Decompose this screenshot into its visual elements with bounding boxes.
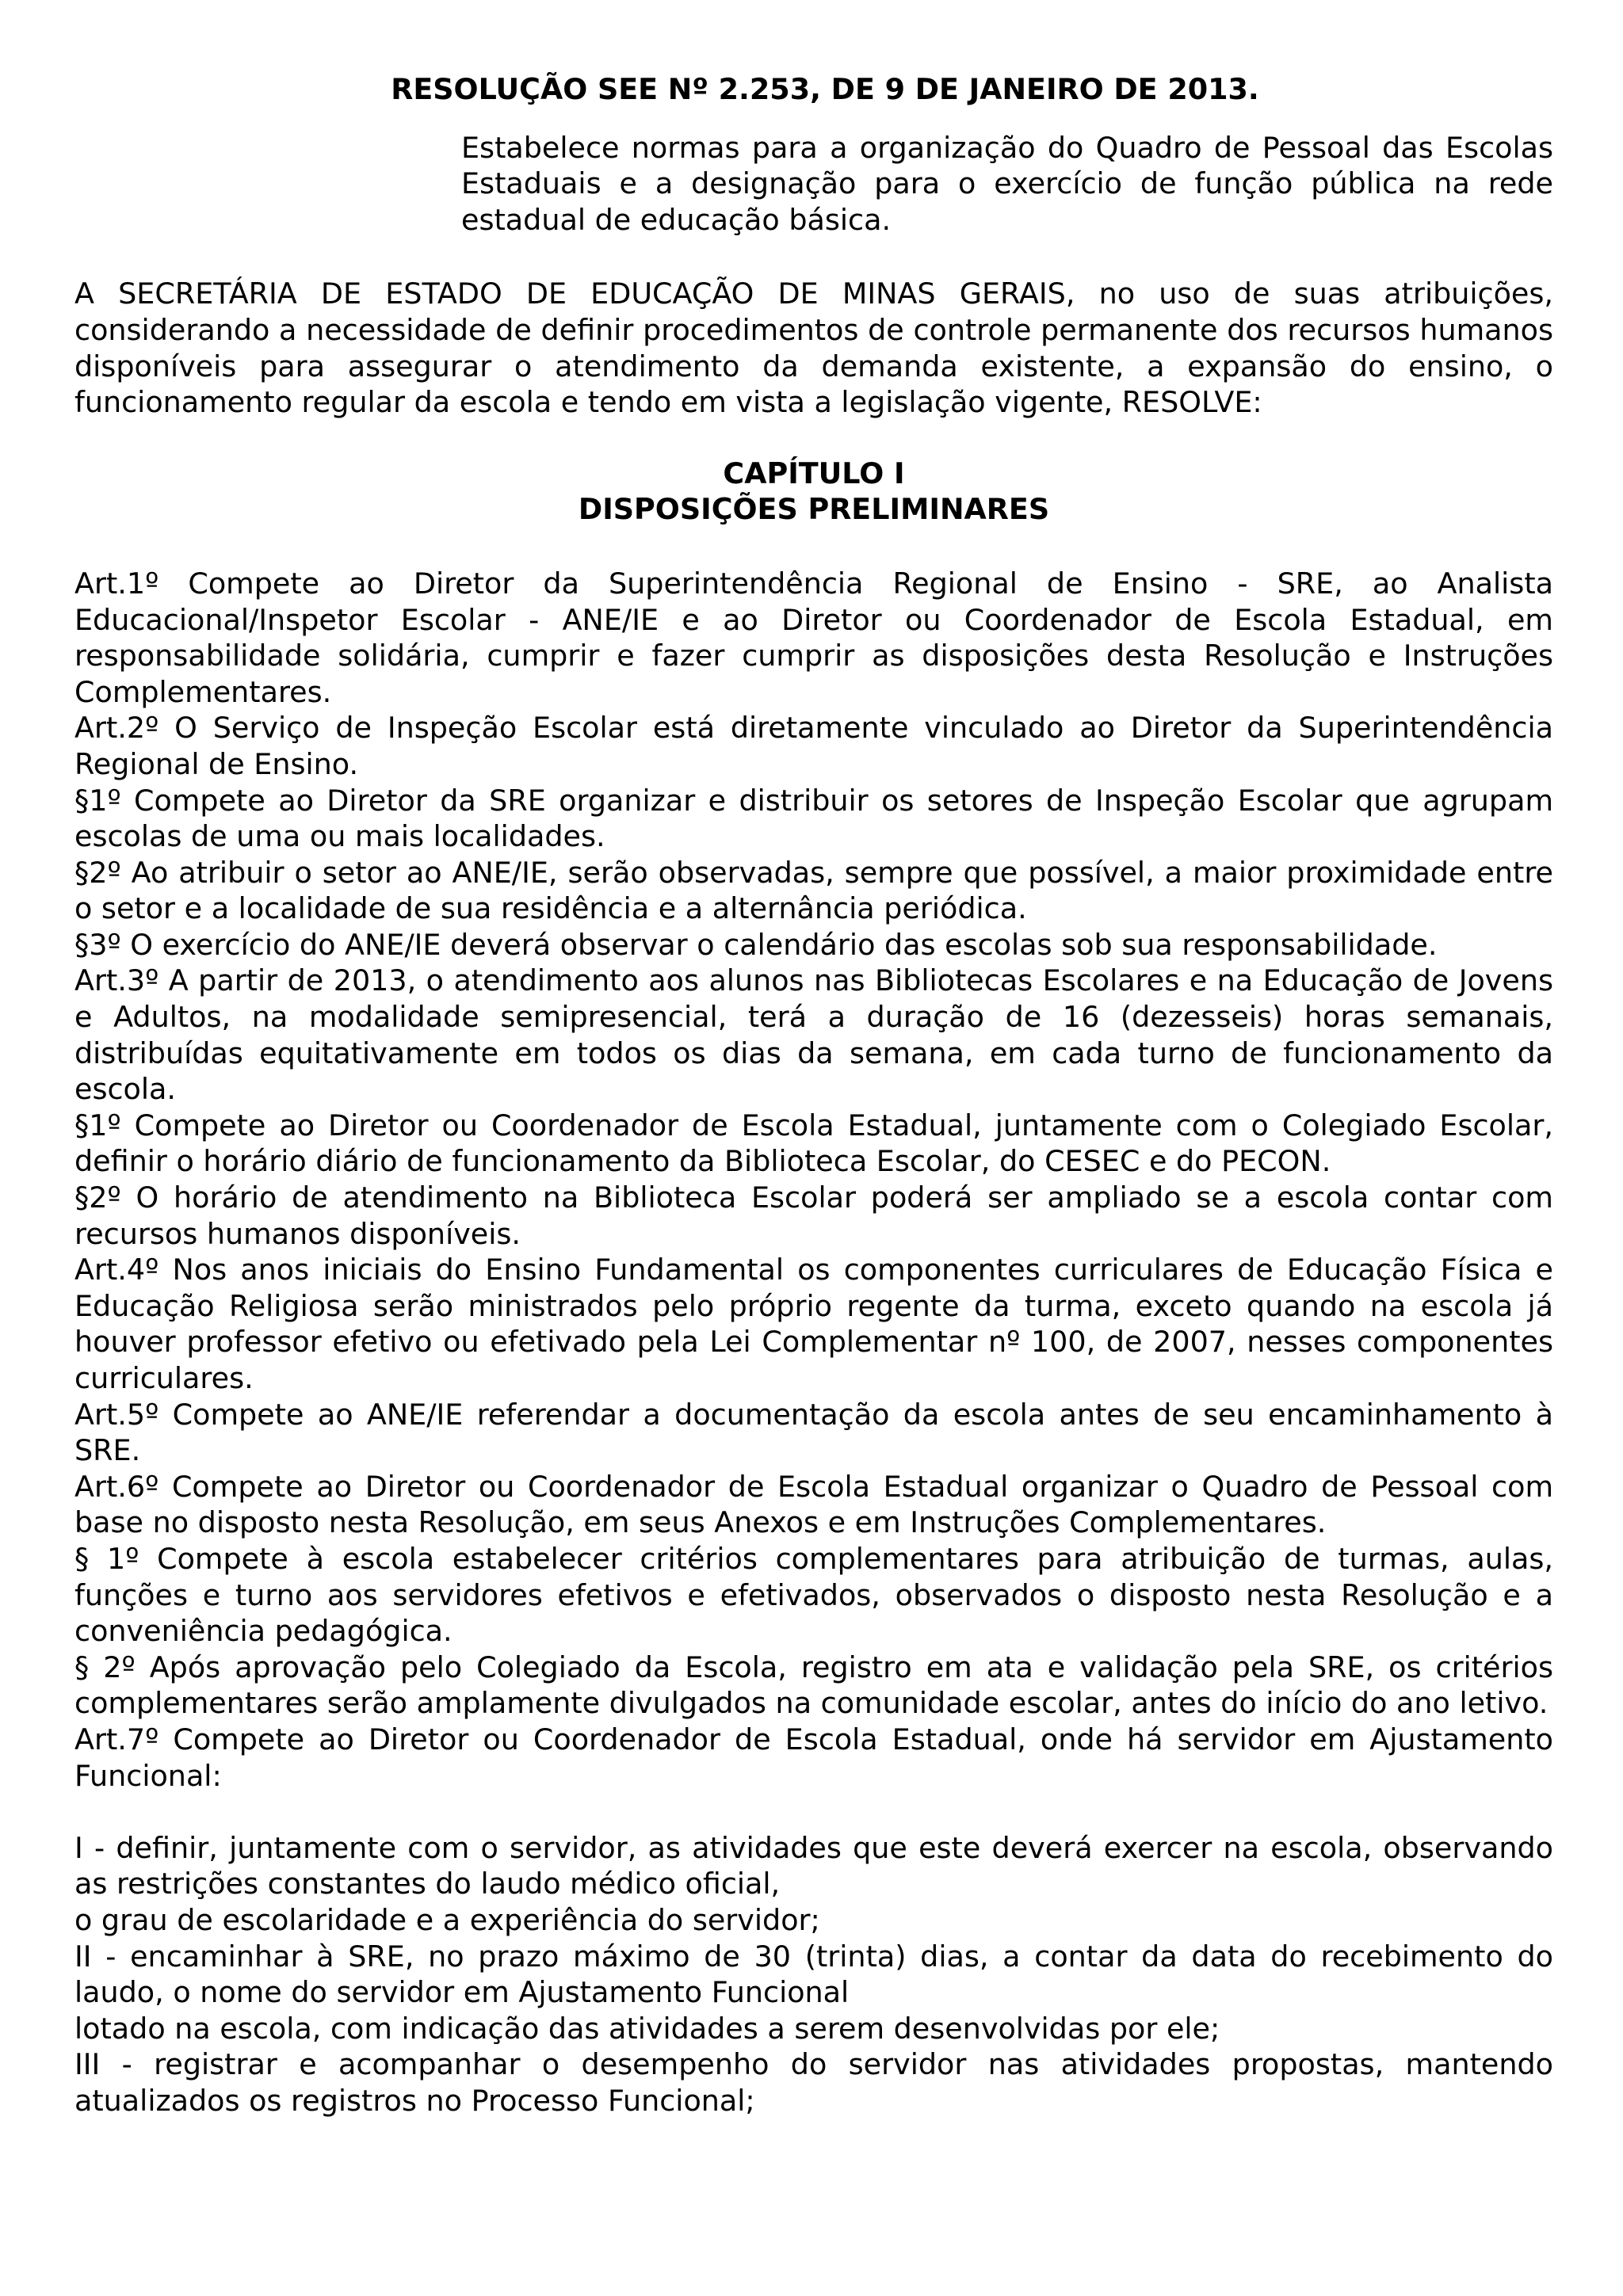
- article-2: Art.2º O Serviço de Inspeção Escolar está diretamente vinculado ao Diretor da Superintendência Regional de Ensino.: [74, 711, 1553, 781]
- article-6-paragraph-1: § 1º Compete à escola estabelecer critérios complementares para atribuição de turmas, aulas, funções e turno aos servidores efetivos e efetivados, observados o disposto nesta Resolução e a conveniência pedagógica.: [74, 1541, 1553, 1649]
- article-2-paragraph-3: §3º O exercício do ANE/IE deverá observar o calendário das escolas sob sua responsabilidade.: [74, 927, 1438, 962]
- article-3: Art.3º A partir de 2013, o atendimento aos alunos nas Bibliotecas Escolares e na Educação de Jovens e Adultos, na modalidade semipresencial, terá a duração de 16 (dezesseis) horas semanais, distribuídas equitativamente em todos os dias da semana, em cada turno de funcionamento da escola.: [74, 963, 1553, 1107]
- article-3-paragraph-1: §1º Compete ao Diretor ou Coordenador de Escola Estadual, juntamente com o Colegiado Escolar, definir o horário diário de funcionamento da Biblioteca Escolar, do CESEC e do PECON.: [74, 1108, 1553, 1179]
- article-7-item-1: I - definir, juntamente com o servidor, as atividades que este deverá exercer na escola, observando as restrições constantes do laudo médico oficial,: [74, 1830, 1553, 1901]
- chapter-heading: [74, 456, 1553, 528]
- chapter-title: DISPOSIÇÕES PRELIMINARES: [578, 492, 1050, 527]
- article-6-paragraph-2: § 2º Após aprovação pelo Colegiado da Escola, registro em ata e validação pela SRE, os critérios complementares serão amplamente divulgados na comunidade escolar, antes do início do ano letivo.: [74, 1650, 1553, 1721]
- article-7-item-1-continued: o grau de escolaridade e a experiência do servidor;: [74, 1902, 820, 1937]
- article-6: Art.6º Compete ao Diretor ou Coordenador de Escola Estadual organizar o Quadro de Pessoal com base no disposto nesta Resolução, em seus Anexos e em Instruções Complementares.: [74, 1469, 1553, 1540]
- preamble-paragraph: A SECRETÁRIA DE ESTADO DE EDUCAÇÃO DE MINAS GERAIS, no uso de suas atribuições, considerando a necessidade de definir procedimentos de controle permanente dos recursos humanos disponíveis para assegurar o atendimento da demanda existente, a expansão do ensino, o funcionamento regular da escola e tendo em vista a legislação vigente, RESOLVE:: [74, 277, 1553, 420]
- article-7-item-2-continued: lotado na escola, com indicação das atividades a serem desenvolvidas por ele;: [74, 2011, 1220, 2046]
- article-3-paragraph-2: §2º O horário de atendimento na Biblioteca Escolar poderá ser ampliado se a escola contar com recursos humanos disponíveis.: [74, 1180, 1553, 1251]
- article-1: Art.1º Compete ao Diretor da Superintendência Regional de Ensino - SRE, ao Analista Educacional/Inspetor Escolar - ANE/IE e ao Diretor ou Coordenador de Escola Estadual, em responsabilidade solidária, cumprir e fazer cumprir as disposições desta Resolução e Instruções Complementares.: [74, 566, 1553, 709]
- resolution-ementa: Estabelece normas para a organização do Quadro de Pessoal das Escolas Estaduais e a designação para o exercício de função pública na rede estadual de educação básica.: [461, 130, 1553, 237]
- document-page: [74, 71, 1553, 2119]
- article-2-paragraph-1: §1º Compete ao Diretor da SRE organizar e distribuir os setores de Inspeção Escolar que agrupam escolas de uma ou mais localidades.: [74, 783, 1553, 854]
- resolution-title: RESOLUÇÃO SEE Nº 2.253, DE 9 DE JANEIRO DE 2013.: [391, 72, 1259, 106]
- article-7-item-2: II - encaminhar à SRE, no prazo máximo de 30 (trinta) dias, a contar da data do recebimento do laudo, o nome do servidor em Ajustamento Funcional: [74, 1939, 1553, 2010]
- article-7: Art.7º Compete ao Diretor ou Coordenador de Escola Estadual, onde há servidor em Ajustamento Funcional:: [74, 1722, 1553, 1793]
- article-4: Art.4º Nos anos iniciais do Ensino Fundamental os componentes curriculares de Educação Física e Educação Religiosa serão ministrados pelo próprio regente da turma, exceto quando na escola já houver professor efetivo ou efetivado pela Lei Complementar nº 100, de 2007, nesses componentes curriculares.: [74, 1253, 1553, 1395]
- articles-body: [74, 566, 1553, 2119]
- article-5: Art.5º Compete ao ANE/IE referendar a documentação da escola antes de seu encaminhamento à SRE.: [74, 1397, 1553, 1468]
- chapter-number: CAPÍTULO I: [723, 456, 905, 490]
- article-2-paragraph-2: §2º Ao atribuir o setor ao ANE/IE, serão observadas, sempre que possível, a maior proximidade entre o setor e a localidade de sua residência e a alternância periódica.: [74, 855, 1553, 926]
- article-7-item-3: III - registrar e acompanhar o desempenho do servidor nas atividades propostas, mantendo atualizados os registros no Processo Funcional;: [74, 2047, 1553, 2118]
